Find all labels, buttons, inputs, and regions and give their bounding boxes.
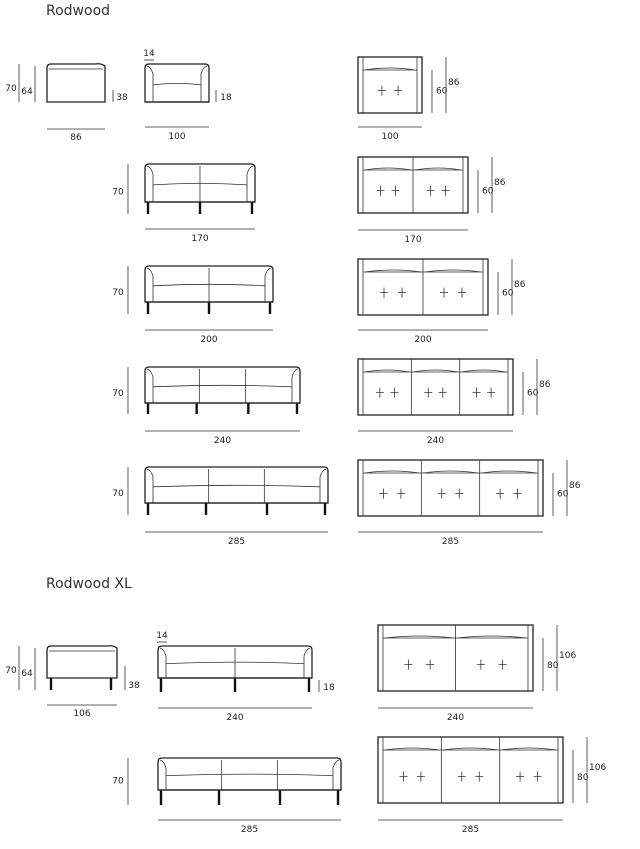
- sofa-side-outline: [47, 646, 117, 678]
- tufting-button: [438, 489, 446, 499]
- seat-depth-label: 60: [557, 489, 569, 500]
- leg-height-label: 18: [323, 683, 335, 693]
- tufting-button: [499, 660, 507, 670]
- front-view: [143, 49, 232, 142]
- tufting-button: [475, 772, 483, 782]
- sofa-top-outline: [358, 359, 513, 415]
- left-arm: [147, 268, 153, 302]
- tufting-button: [514, 489, 522, 499]
- width-label: 240: [446, 713, 465, 723]
- front-view: [112, 266, 273, 345]
- left-arm: [147, 166, 153, 202]
- tufting-button: [455, 489, 463, 499]
- width-label: 240: [226, 713, 244, 723]
- leg-height-label: 18: [220, 93, 232, 103]
- seat-depth-label: 60: [436, 86, 448, 97]
- tufting-button: [496, 489, 504, 499]
- sofa-top-outline: [358, 57, 422, 113]
- seat-depth-label: 60: [502, 288, 514, 299]
- width-label: 285: [227, 537, 246, 547]
- tufting-button: [440, 288, 448, 298]
- left-arm: [147, 369, 153, 403]
- depth-label: 106: [73, 709, 91, 719]
- tufting-button: [394, 86, 402, 96]
- right-arm: [247, 166, 253, 202]
- top-view: [358, 460, 581, 547]
- sofa-top-outline: [378, 737, 563, 803]
- front-view: [112, 758, 341, 835]
- tufting-button: [477, 660, 485, 670]
- seat-line: [153, 385, 292, 387]
- tufting-button: [378, 86, 386, 96]
- width-label: 170: [404, 235, 422, 245]
- depth-label: 86: [494, 178, 506, 188]
- height-label: 70: [112, 488, 124, 499]
- tufting-button: [442, 186, 450, 196]
- seat-line: [153, 83, 201, 85]
- width-label: 170: [191, 234, 209, 244]
- right-arm: [304, 648, 310, 678]
- depth-label: 86: [70, 133, 82, 143]
- seat-depth-label: 60: [527, 388, 539, 399]
- width-label: 240: [426, 436, 445, 446]
- tufting-button: [516, 772, 524, 782]
- height-label: 70: [5, 666, 17, 676]
- tufting-button: [392, 186, 400, 196]
- tufting-button: [380, 288, 388, 298]
- height-label: 70: [112, 776, 124, 787]
- tufting-button: [439, 388, 447, 398]
- tufting-button: [404, 660, 412, 670]
- side-view: [5, 64, 128, 143]
- sofa-top-outline: [358, 460, 543, 516]
- seat-line: [166, 774, 333, 776]
- depth-label: 106: [589, 763, 607, 773]
- width-label: 285: [461, 825, 480, 835]
- tufting-button: [376, 388, 384, 398]
- front-view: [112, 164, 255, 244]
- section-title-rodwood: Rodwood: [46, 3, 111, 19]
- tufting-button: [473, 388, 481, 398]
- depth-label: 86: [539, 380, 551, 390]
- tufting-button: [534, 772, 542, 782]
- left-arm: [160, 648, 166, 678]
- seat-height-label: 64: [21, 87, 33, 97]
- height-label: 70: [112, 388, 124, 399]
- tufting-button: [487, 388, 495, 398]
- arm-width-label: 14: [143, 49, 155, 59]
- width-label: 100: [381, 132, 399, 142]
- top-view: [358, 359, 551, 446]
- top-view: [358, 57, 460, 142]
- top-views: [358, 57, 606, 835]
- tufting-button: [417, 772, 425, 782]
- sofa-side-outline: [47, 64, 105, 102]
- section-title-rodwood-xl: Rodwood XL: [46, 576, 132, 592]
- seat-depth-label: 60: [482, 186, 494, 197]
- tufting-button: [458, 288, 466, 298]
- top-view: [378, 737, 606, 835]
- tufting-button: [390, 388, 398, 398]
- left-arm: [147, 469, 153, 503]
- width-label: 100: [168, 132, 186, 142]
- tufting-button: [399, 772, 407, 782]
- width-label: 200: [200, 335, 218, 345]
- right-arm: [265, 268, 271, 302]
- front-views: [112, 49, 341, 835]
- width-label: 240: [213, 436, 232, 446]
- width-label: 285: [441, 537, 460, 547]
- left-arm: [160, 760, 166, 790]
- top-view: [358, 259, 526, 345]
- depth-label: 86: [448, 78, 460, 88]
- tufting-button: [397, 489, 405, 499]
- top-view: [358, 157, 506, 245]
- right-arm: [201, 66, 207, 102]
- tufting-button: [426, 660, 434, 670]
- leg-height-label: 38: [128, 681, 140, 691]
- right-arm: [333, 760, 339, 790]
- height-label: 70: [5, 84, 17, 94]
- seat-depth-label: 80: [577, 772, 589, 783]
- height-label: 70: [112, 287, 124, 298]
- tufting-button: [377, 186, 385, 196]
- front-view: [112, 367, 300, 446]
- front-view: [112, 467, 328, 547]
- left-arm: [147, 66, 153, 102]
- right-arm: [292, 369, 298, 403]
- seat-depth-label: 80: [547, 660, 559, 671]
- front-view: [156, 631, 335, 723]
- height-label: 70: [112, 187, 124, 198]
- top-view: [378, 625, 576, 723]
- seat-height-label: 64: [21, 669, 33, 679]
- depth-label: 86: [514, 280, 526, 290]
- right-arm: [320, 469, 326, 503]
- side-view: [5, 646, 140, 719]
- width-label: 285: [240, 825, 259, 835]
- leg-height-label: 38: [116, 93, 128, 103]
- tufting-button: [458, 772, 466, 782]
- seat-line: [153, 485, 320, 487]
- tufting-button: [424, 388, 432, 398]
- depth-label: 106: [559, 651, 577, 661]
- tufting-button: [379, 489, 387, 499]
- tufting-button: [398, 288, 406, 298]
- width-label: 200: [414, 335, 432, 345]
- tufting-button: [427, 186, 435, 196]
- depth-label: 86: [569, 481, 581, 491]
- arm-width-label: 14: [156, 631, 168, 641]
